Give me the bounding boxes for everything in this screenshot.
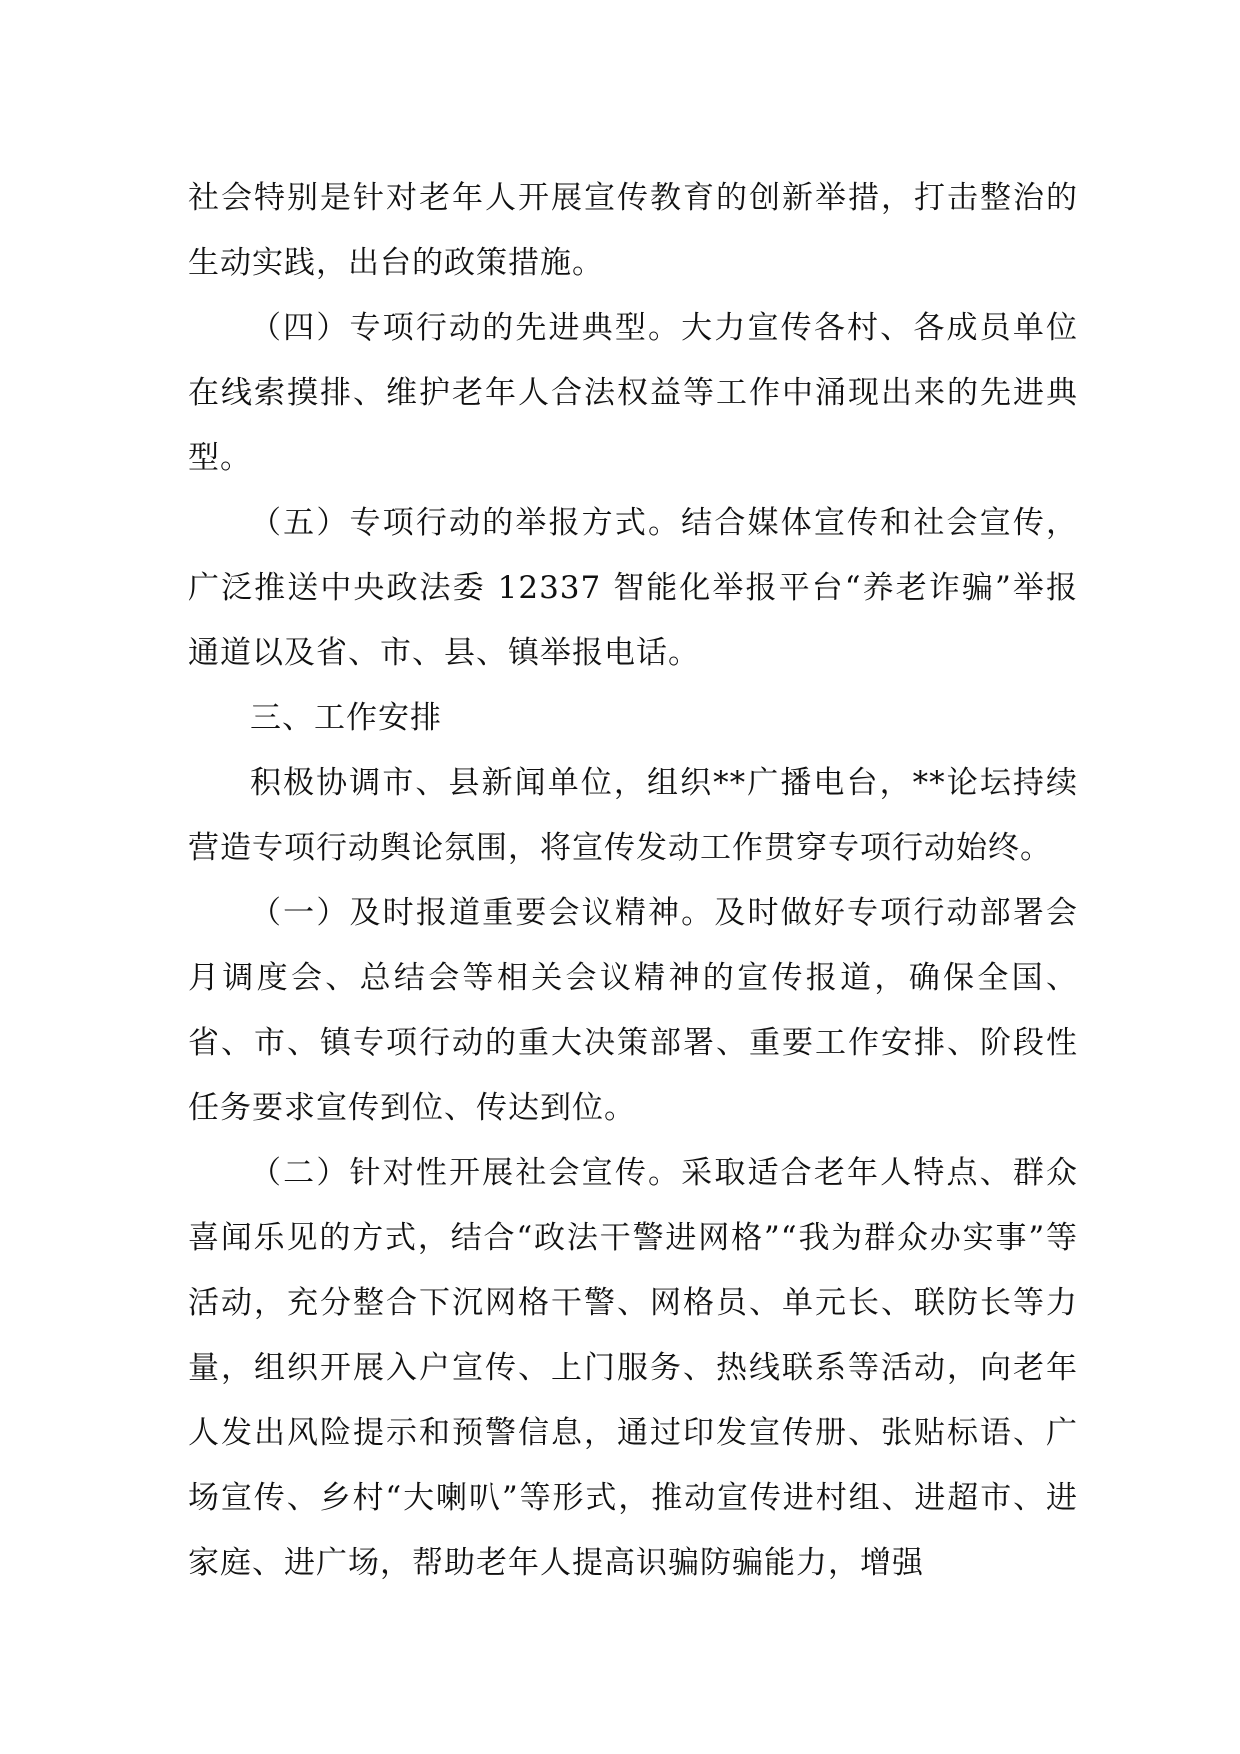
paragraph-5: （一）及时报道重要会议精神。及时做好专项行动部署会月调度会、总结会等相关会议精神的宣传报道，确保全国、省、市、镇专项行动的重大决策部署、重要工作安排、阶段性任务要求宣传到位、传达到位。	[188, 895, 1078, 1126]
paragraph-6: （二）针对性开展社会宣传。采取适合老年人特点、群众喜闻乐见的方式，结合“政法干警进网格”“我为群众办实事”等活动，充分整合下沉网格干警、网格员、单元长、联防长等力量，组织开展入户宣传、上门服务、热线联系等活动，向老年人发出风险提示和预警信息，通过印发宣传册、张贴标语、广场宣传、乡村“大喇叭”等形式，推动宣传进村组、进超市、进家庭、进广场，帮助老年人提高识骗防骗能力，增强	[188, 1155, 1078, 1581]
paragraph-1: 社会特别是针对老年人开展宣传教育的创新举措，打击整治的生动实践，出台的政策措施。	[188, 180, 1078, 281]
section-heading: 三、工作安排	[250, 700, 442, 736]
paragraph-3: （五）专项行动的举报方式。结合媒体宣传和社会宣传，广泛推送中央政法委 12337 智能化举报平台“养老诈骗”举报通道以及省、市、县、镇举报电话。	[188, 505, 1078, 671]
document-page	[188, 166, 1078, 1596]
paragraph-4: 积极协调市、县新闻单位，组织**广播电台，**论坛持续营造专项行动舆论氛围，将宣传发动工作贯穿专项行动始终。	[188, 765, 1078, 866]
paragraph-2: （四）专项行动的先进典型。大力宣传各村、各成员单位在线索摸排、维护老年人合法权益等工作中涌现出来的先进典型。	[188, 310, 1078, 476]
